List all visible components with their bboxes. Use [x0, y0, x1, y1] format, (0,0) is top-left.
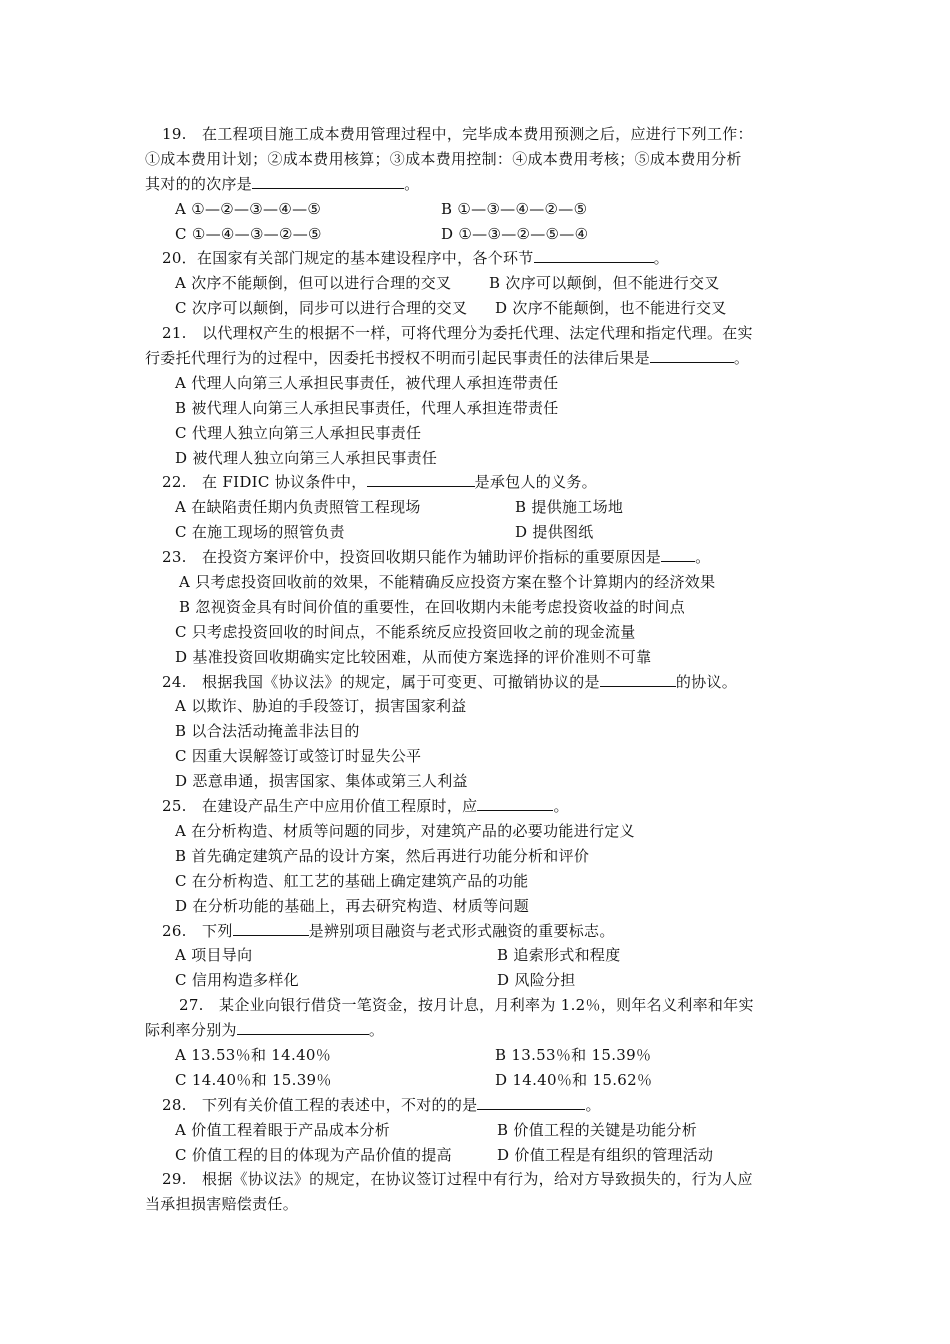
- answer-blank: [650, 348, 734, 363]
- answer-blank: [600, 672, 676, 687]
- q28-options-ab: [145, 1118, 810, 1143]
- q28-options-cd: [145, 1143, 810, 1168]
- q25-stem: 25. 在建设产品生产中应用价值工程原时，应 。: [162, 797, 569, 816]
- option-d: D 风险分担: [497, 971, 576, 990]
- option-d: D 14.40％和 15.62％: [495, 1070, 653, 1089]
- answer-blank: [252, 174, 404, 189]
- q19-stem-line-1: 19. 在工程项目施工成本费用管理过程中，完毕成本费用预测之后，应进行下列工作：: [162, 125, 753, 143]
- q21-stem-line-1: 21. 以代理权产生的根据不一样，可将代理分为委托代理、法定代理和指定代理。在实: [162, 324, 753, 343]
- option-b: B 提供施工场地: [515, 498, 624, 517]
- option-c: C 次序可以颠倒，同步可以进行合理的交叉: [175, 299, 468, 318]
- option-b: B 价值工程的关键是功能分析: [497, 1120, 697, 1139]
- option-b: B ①—③—④—②—⑤: [441, 199, 588, 218]
- option-c: C ①—④—③—②—⑤: [175, 224, 322, 243]
- option-a: A 价值工程着眼于产品成本分析: [175, 1120, 391, 1139]
- q20-options-cd: [145, 296, 810, 321]
- document-page: [145, 122, 810, 1217]
- q23-stem: 23. 在投资方案评价中，投资回收期只能作为辅助评价指标的重要原因是 。: [162, 548, 711, 567]
- q23-option-a: A 只考虑投资回收前的效果，不能精确反应投资方案在整个计算期内的经济效果: [179, 573, 716, 592]
- answer-blank: [477, 796, 553, 811]
- q24-option-b: B 以合法活动掩盖非法目的: [175, 722, 360, 741]
- q22-options-ab: [145, 495, 810, 520]
- q25-option-b: B 首先确定建筑产品的设计方案，然后再进行功能分析和评价: [175, 846, 590, 865]
- answer-blank: [534, 248, 654, 263]
- option-d: D ①—③—②—⑤—④: [441, 224, 589, 243]
- option-b: B 13.53％和 15.39％: [495, 1045, 652, 1064]
- option-c: C 价值工程的目的体现为产品价值的提高: [175, 1145, 452, 1164]
- q19-options-cd: [145, 222, 810, 247]
- q27-stem-line-1: 27. 某企业向银行借贷一笔资金，按月计息，月利率为 1.2％，则年名义利率和年实: [179, 996, 754, 1015]
- option-d: D 价值工程是有组织的管理活动: [497, 1145, 714, 1164]
- option-a: A ①—②—③—④—⑤: [175, 199, 322, 218]
- q29-stem-line-1: 29. 根据《协议法》的规定，在协议签订过程中有行为，给对方导致损失的，行为人应: [162, 1170, 753, 1189]
- q28-stem: 28. 下列有关价值工程的表述中，不对的的是 。: [162, 1095, 601, 1114]
- q27-options-ab: [145, 1043, 810, 1068]
- option-c: C 在施工现场的照管负责: [175, 523, 345, 542]
- option-c: C 信用构造多样化: [175, 971, 299, 990]
- q19-options-ab: [145, 197, 810, 222]
- option-a: A 13.53％和 14.40％: [175, 1045, 332, 1064]
- q25-option-c: C 在分析构造、舡工艺的基础上确定建筑产品的功能: [175, 871, 529, 890]
- q22-options-cd: [145, 520, 810, 545]
- option-d: D 次序不能颠倒，也不能进行交叉: [495, 299, 727, 318]
- q24-stem: 24. 根据我国《协议法》的规定，属于可变更、可撤销协议的是 的协议。: [162, 672, 738, 691]
- q24-option-c: C 因重大误解签订或签订时显失公平: [175, 747, 422, 766]
- option-a: A 在缺陷责任期内负责照管工程现场: [175, 498, 421, 517]
- q20-stem: 20．在国家有关部门规定的基本建设程序中，各个环节 。: [162, 249, 669, 268]
- q25-option-a: A 在分析构造、材质等问题的同步，对建筑产品的必要功能进行定义: [175, 821, 635, 840]
- q27-options-cd: [145, 1068, 810, 1093]
- q21-option-c: C 代理人独立向第三人承担民事责任: [175, 423, 422, 442]
- q24-option-a: A 以欺诈、胁迫的手段签订，损害国家利益: [175, 697, 467, 716]
- q25-option-d: D 在分析功能的基础上，再去研究构造、材质等问题: [175, 896, 529, 915]
- q24-option-d: D 恶意串通，损害国家、集体或第三人利益: [175, 772, 468, 791]
- q26-stem: 26. 下列 是辨别项目融资与老式形式融资的重要标志。: [162, 921, 615, 940]
- q27-stem-line-2: 际利率分别为 。: [145, 1021, 385, 1040]
- option-b: B 追索形式和程度: [497, 946, 621, 965]
- answer-blank: [233, 921, 309, 936]
- option-c: C 14.40％和 15.39％: [175, 1070, 332, 1089]
- q21-option-d: D 被代理人独立向第三人承担民事责任: [175, 448, 438, 467]
- q19-stem-line-3: 其对的的次序是 。: [145, 174, 420, 193]
- q23-option-d: D 基准投资回收期确实定比较困难，从而使方案选择的评价准则不可靠: [175, 647, 652, 666]
- q22-stem: 22. 在 FIDIC 协议条件中， 是承包人的义务。: [162, 473, 597, 492]
- q19-stem-line-2: ①成本费用计划；②成本费用核算；③成本费用控制：④成本费用考核；⑤成本费用分析: [145, 149, 742, 168]
- answer-blank: [477, 1095, 585, 1110]
- answer-blank: [237, 1020, 369, 1035]
- q21-option-b: B 被代理人向第三人承担民事责任，代理人承担连带责任: [175, 398, 559, 417]
- q21-stem-line-2: 行委托代理行为的过程中，因委托书授权不明而引起民事责任的法律后果是 。: [145, 349, 750, 368]
- q20-options-ab: [145, 271, 810, 296]
- q26-options-ab: [145, 943, 810, 968]
- option-d: D 提供图纸: [515, 523, 594, 542]
- answer-blank: [661, 547, 695, 562]
- option-a: A 次序不能颠倒，但可以进行合理的交叉: [175, 274, 452, 293]
- q21-option-a: A 代理人向第三人承担民事责任，被代理人承担连带责任: [175, 373, 559, 392]
- q23-option-b: B 忽视资金具有时间价值的重要性，在回收期内未能考虑投资收益的时间点: [179, 597, 685, 616]
- q29-stem-line-2: 当承担损害赔偿责任。: [145, 1195, 299, 1214]
- option-a: A 项目导向: [175, 946, 253, 965]
- answer-blank: [367, 472, 475, 487]
- option-b: B 次序可以颠倒，但不能进行交叉: [489, 274, 720, 293]
- q26-options-cd: [145, 968, 810, 993]
- q23-option-c: C 只考虑投资回收的时间点，不能系统反应投资回收之前的现金流量: [175, 622, 636, 641]
